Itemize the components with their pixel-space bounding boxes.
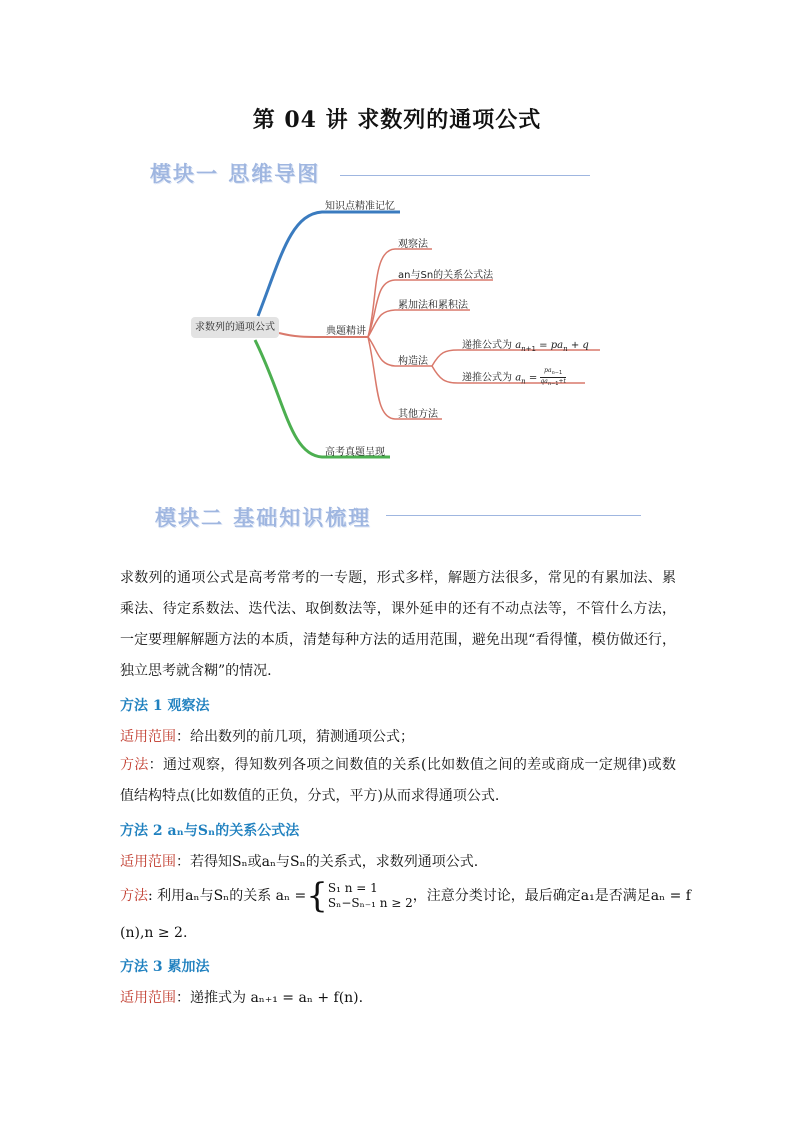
mindmap-connectors bbox=[0, 0, 794, 500]
mindmap-sub-5: 其他方法 bbox=[398, 409, 438, 420]
method2-heading: 方法 2 aₙ与Sₙ的关系公式法 bbox=[120, 823, 300, 839]
mindmap-formula-1: 递推公式为 $a_{n+1} = pa_n + q$ bbox=[462, 340, 589, 353]
branch-line-bot bbox=[255, 340, 390, 457]
method2-method-cont: (n),n ≥ 2. bbox=[120, 925, 188, 941]
mindmap-sub-4: 构造法 bbox=[398, 356, 428, 367]
method1-scope bbox=[120, 726, 414, 746]
mindmap-branch-mid: 典题精讲 bbox=[326, 326, 366, 337]
intro-paragraph: 求数列的通项公式是高考常考的一专题，形式多样，解题方法很多，常见的有累加法、累乘法、待定系数法、迭代法、取倒数法等，课外延申的还有不动点法等，不管什么方法，一定要理解解题方法的本质，清楚每种方法的适用范围，避免出现“看得懂，模仿做还行，独立思考就含糊”的情况. bbox=[120, 570, 676, 679]
method2-scope-text: ：若得知Sₙ或aₙ与Sₙ的关系式，求数列通项公式. bbox=[176, 854, 479, 870]
method2-method-a: : 利用aₙ与Sₙ的关系 aₙ = bbox=[148, 888, 307, 904]
branch-line-top bbox=[258, 212, 400, 316]
mindmap-branch-top: 知识点精准记忆 bbox=[325, 201, 395, 212]
method2-piece2: Sₙ−Sₙ₋₁ n ≥ 2 bbox=[327, 896, 413, 910]
module1-heading: 模块一 思维导图 bbox=[150, 162, 321, 186]
method3-scope-label: 适用范围 bbox=[120, 990, 176, 1006]
sub-line-3 bbox=[368, 310, 470, 337]
mindmap-sub-2: an与Sn的关系公式法 bbox=[398, 270, 494, 281]
mindmap-root: 求数列的通项公式 bbox=[191, 317, 279, 338]
method1-method-text: ：通过观察，得知数列各项之间数值的关系(比如数值之间的差或商成一定规律)或数值结构特点(比如数值的正负，分式，平方)从而求得通项公式. bbox=[120, 757, 677, 804]
method2-piecewise bbox=[328, 881, 413, 911]
method3-scope bbox=[120, 987, 363, 1007]
formula-1-prefix: 递推公式为 bbox=[462, 340, 512, 351]
method1-heading: 方法 1 观察法 bbox=[120, 698, 210, 714]
method2-piece1: S₁ n = 1 bbox=[327, 881, 378, 895]
method2-method-b: ，注意分类讨论，最后确定a₁是否满足aₙ = f bbox=[412, 888, 691, 904]
module2-rule bbox=[386, 515, 641, 516]
mindmap-branch-bot: 高考真题呈现 bbox=[325, 447, 385, 458]
method2-method-label: 方法 bbox=[120, 888, 148, 904]
method1-scope-label: 适用范围 bbox=[120, 729, 176, 745]
method3-scope-text: ：递推式为 aₙ₊₁ = aₙ + f(n). bbox=[176, 990, 364, 1006]
sub-line-1 bbox=[368, 249, 432, 337]
method2-scope-label: 适用范围 bbox=[120, 854, 176, 870]
method1-method bbox=[120, 750, 676, 812]
method2-method bbox=[120, 876, 691, 916]
method3-heading: 方法 3 累加法 bbox=[120, 959, 210, 975]
mindmap-formula-2: 递推公式为 $a_n$ = $pa_{n-1}$ $qa_{n-1}+t$ bbox=[462, 367, 566, 388]
page-title: 第 04 讲 求数列的通项公式 bbox=[252, 107, 542, 133]
mindmap-sub-1: 观察法 bbox=[398, 239, 428, 250]
method2-scope bbox=[120, 851, 478, 871]
method2-brace: { bbox=[306, 876, 328, 916]
formula-2-prefix: 递推公式为 bbox=[462, 372, 512, 384]
mindmap-sub-3: 累加法和累积法 bbox=[398, 300, 468, 311]
module2-heading: 模块二 基础知识梳理 bbox=[155, 506, 372, 530]
method1-scope-text: ：给出数列的前几项，猜测通项公式； bbox=[176, 729, 414, 745]
method1-method-label: 方法 bbox=[120, 757, 149, 773]
